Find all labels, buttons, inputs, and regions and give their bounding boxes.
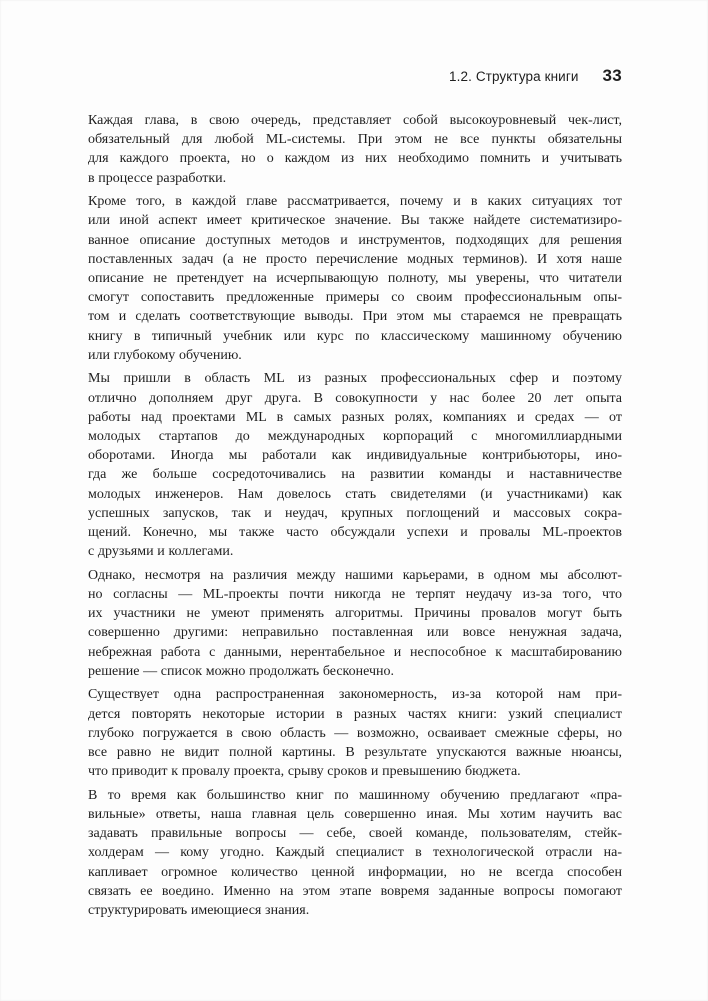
text-line: смогут сопоставить предложенные примеры со своим профессиональным опы- — [88, 290, 622, 306]
text-line: отлично дополняем друг друга. В совокупности у нас более 20 лет опыта — [88, 390, 622, 406]
text-line: их участники не умеют применять алгоритмы. Причины провалов могут быть — [88, 606, 622, 622]
text-line: решение — список можно продолжать бесконечно. — [88, 663, 395, 679]
text-line: дется повторять некоторые истории в разных частях книги: узкий специалист — [88, 706, 622, 722]
text-line: но согласны — ML-проекты почти никогда не терпят неудачу из-за того, что — [88, 587, 622, 602]
text-line: или иной аспект имеет критическое значение. Вы также найдете систематизиро- — [88, 213, 622, 229]
paragraph — [88, 192, 622, 365]
body-text — [88, 111, 622, 925]
text-line: молодых стартапов до международных корпораций с многомиллиардными — [88, 429, 622, 444]
text-line: успешных запусков, так и неудач, крупных поглощений и массовых сокра- — [88, 505, 622, 521]
text-line: В то время как большинство книг по машинному обучению предлагают «пра- — [88, 787, 622, 803]
text-line: структурировать имеющиеся знания. — [88, 903, 310, 918]
text-line: Мы пришли в область ML из разных профессиональных сфер и поэтому — [88, 371, 622, 387]
text-line: в процессе разработки. — [88, 170, 227, 186]
text-line: для каждого проекта, но о каждом из них необходимо помнить и учитывать — [88, 151, 622, 167]
text-line: связать ее воедино. Именно на этом этапе вовремя заданные вопросы помогают — [88, 883, 622, 899]
text-line: задавать правильные вопросы — себе, своей команде, пользователям, стейк- — [88, 826, 622, 842]
text-line: небрежная работа с данными, нерентабельное и неспособное к масштабированию — [88, 644, 622, 660]
text-line: описание не претендует на исчерпывающую полноту, мы уверены, что читатели — [88, 271, 622, 286]
text-line: с друзьями и коллегами. — [88, 544, 234, 560]
text-line: обязательный для любой ML-системы. При этом не все пункты обязательны — [88, 132, 622, 148]
paragraph — [88, 369, 622, 561]
text-line: гда же больше сосредоточивались на развитии команды и наставничестве — [88, 467, 622, 483]
section-title: 1.2. Структура книги — [449, 69, 579, 84]
paragraph — [88, 566, 622, 681]
text-line: Каждая глава, в свою очередь, представляет собой высокоуровневый чек-лист, — [88, 113, 622, 128]
text-line: или глубокому обучению. — [88, 347, 242, 363]
paragraph — [88, 786, 622, 920]
text-line: книгу в типичный учебник или курс по классическому машинному обучению — [88, 328, 622, 344]
text-line: глубоко погружается в свою область — возможно, осваивает смежные сферы, но — [88, 725, 622, 741]
paragraph — [88, 685, 622, 781]
text-line: холдерам — кому угодно. Каждый специалист в технологической отрасли на- — [88, 845, 622, 861]
text-line: ванное описание доступных методов и инструментов, подходящих для решения — [88, 232, 622, 248]
page-number: 33 — [602, 66, 622, 85]
text-line: что приводит к провалу проекта, срыву сроков и превышению бюджета. — [88, 764, 521, 780]
text-line: оборотами. Иногда мы работали как индивидуальные контрибьюторы, ино- — [88, 448, 622, 464]
text-line: работы над проектами ML в самых разных ролях, компаниях и средах — от — [88, 409, 622, 425]
text-line: капливает огромное количество ценной информации, но не всегда способен — [88, 864, 622, 880]
text-line: все равно не видит полной картины. В результате упускаются важные нюансы, — [88, 745, 622, 760]
text-line: вильные» ответы, наша главная цель совершенно иная. Мы хотим научить вас — [88, 807, 622, 823]
text-line: щений. Конечно, мы также часто обсуждали успехи и провалы ML-проектов — [88, 524, 622, 540]
text-line: совершенно другими: неправильно поставленная или вовсе ненужная задача, — [88, 625, 622, 641]
text-line: том и сделать соответствующие выводы. При этом мы стараемся не превращать — [88, 309, 622, 325]
text-line: молодых инженеров. Нам довелось стать свидетелями (и участниками) как — [88, 486, 622, 502]
text-line: Существует одна распространенная закономерность, из-за которой нам при- — [88, 687, 622, 703]
page-header — [449, 66, 622, 86]
paragraph — [88, 111, 622, 188]
text-line: Однако, несмотря на различия между нашими карьерами, в одном мы абсолют- — [88, 567, 622, 583]
text-line: Кроме того, в каждой главе рассматривается, почему и в каких ситуациях тот — [88, 194, 622, 210]
text-line: поставленных задач (а не просто перечисление модных терминов). И хотя наше — [88, 251, 622, 267]
